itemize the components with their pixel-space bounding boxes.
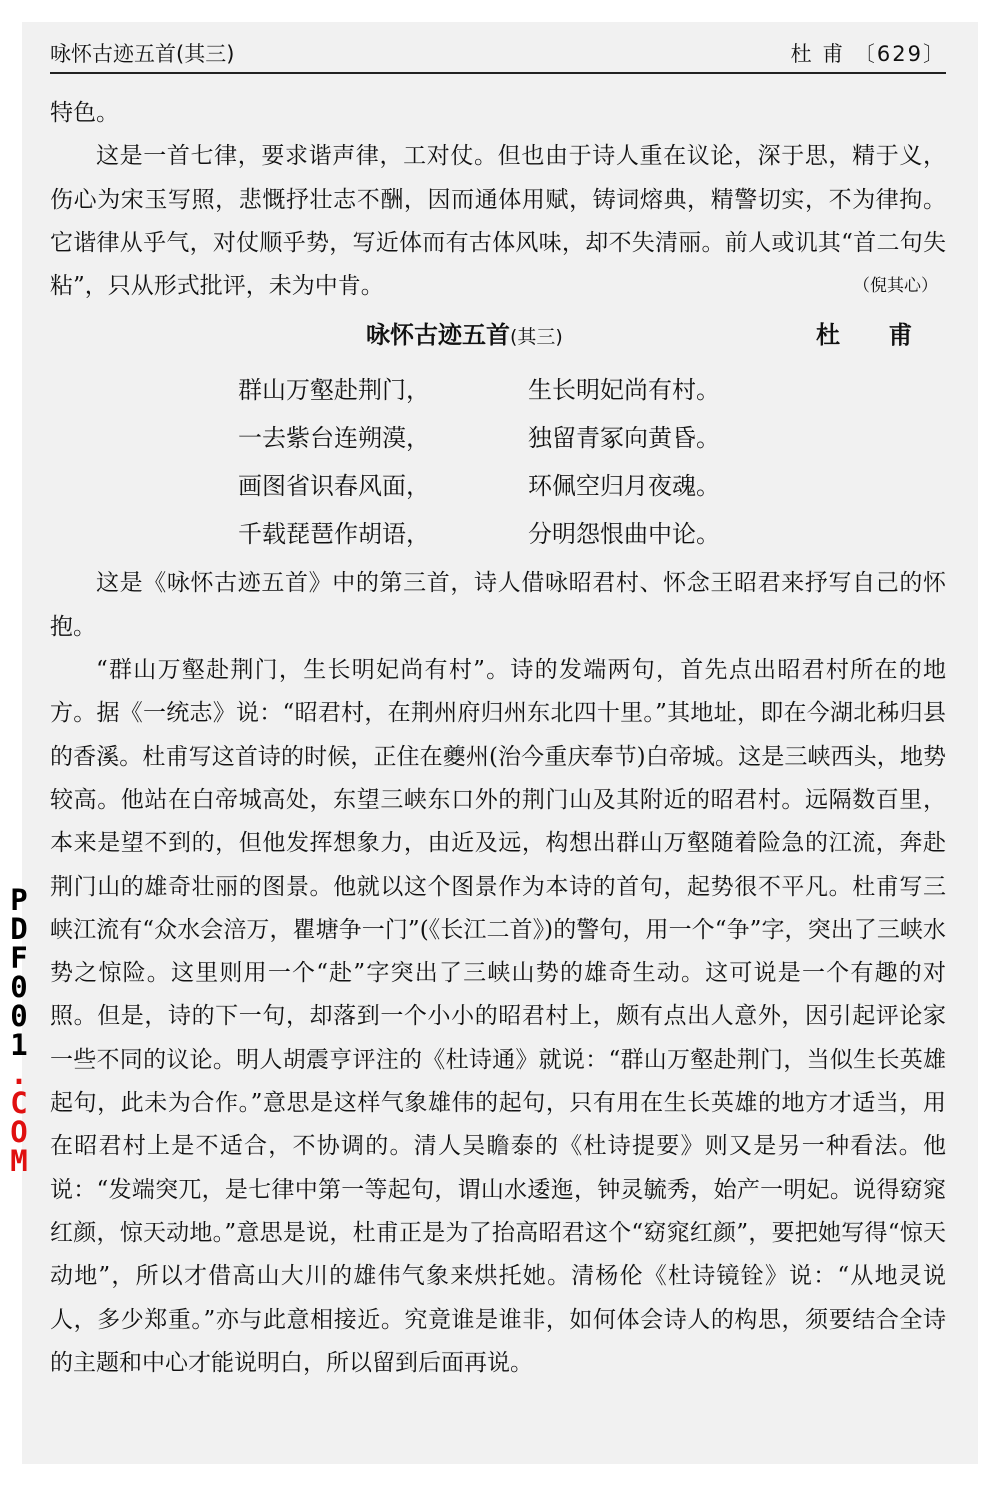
watermark-char: F: [10, 941, 28, 975]
watermark-char: P: [10, 883, 28, 917]
running-head-page: 杜 甫 〔629〕: [790, 42, 946, 66]
watermark-char: 1: [10, 1028, 28, 1062]
intro-author: （倪其心）: [853, 276, 938, 297]
poem-author: 杜 甫: [816, 321, 933, 350]
poem-line-first-half: 一去紫台连朔漠，: [238, 424, 430, 453]
watermark-char: M: [10, 1144, 28, 1178]
poem-line-first-half: 画图省识春风面，: [238, 472, 430, 501]
poem-line: [238, 414, 946, 462]
poem-heading: [50, 308, 946, 366]
intro-paragraph-text: 这是一首七律，要求谐声律，工对仗。但也由于诗人重在议论，深于思，精于义，伤心为宋玉写照，悲慨抒壮志不酬，因而通体用赋，铸词熔典，精警切实，不为律拘。它谐律从乎气，对仗顺乎势，写近体而有古体风味，却不失清丽。前人或讥其“首二句失粘”，只从形式批评，未为中肯。: [50, 143, 946, 300]
book-page: [22, 22, 978, 1464]
running-head-title: 咏怀古迹五首(其三): [50, 42, 235, 66]
poem-line-first-half: 群山万壑赴荆门，: [238, 376, 430, 405]
watermark-char: .: [10, 1057, 28, 1091]
poem-line-first-half: 千载琵琶作胡语，: [238, 520, 430, 549]
poem-title: [366, 314, 563, 359]
watermark-char: 0: [10, 970, 28, 1004]
poem-body: [50, 366, 946, 558]
commentary-paragraph: “群山万壑赴荆门，生长明妃尚有村”。诗的发端两句，首先点出昭君村所在的地方。据《一统志》说：“昭君村，在荆州府归州东北四十里。”其地址，即在今湖北秭归县的香溪。杜甫写这首诗的时候，正住在夔州(治今重庆奉节)白帝城。这是三峡西头，地势较高。他站在白帝城高处，东望三峡东口外的荆门山及其附近的昭君村。远隔数百里，本来是望不到的，但他发挥想象力，由近及远，构想出群山万壑随着险急的江流，奔赴荆门山的雄奇壮丽的图景。他就以这个图景作为本诗的首句，起势很不平凡。杜甫写三峡江流有“众水会涪万，瞿塘争一门”(《长江二首》)的警句，用一个“争”字，突出了三峡水势之惊险。这里则用一个“赴”字突出了三峡山势的雄奇生动。这可说是一个有趣的对照。但是，诗的下一句，却落到一个小小的昭君村上，颇有点出人意外，因引起评论家一些不同的议论。明人胡震亨评注的《杜诗通》就说：“群山万壑赴荆门，当似生长英雄起句，此未为合作。”意思是这样气象雄伟的起句，只有用在生长英雄的地方才适当，用在昭君村上是不适合，不协调的。清人吴瞻泰的《杜诗提要》则又是另一种看法。他说：“发端突兀，是七律中第一等起句，谓山水逶迤，钟灵毓秀，始产一明妃。说得窈窕红颜，惊天动地。”意思是说，杜甫正是为了抬高昭君这个“窈窕红颜”，要把她写得“惊天动地”，所以才借高山大川的雄伟气象来烘托她。清杨伦《杜诗镜铨》说：“从地灵说人，多少郑重。”亦与此意相接近。究竟谁是谁非，如何体会诗人的构思，须要结合全诗的主题和中心才能说明白，所以留到后面再说。: [50, 657, 946, 1376]
poem-line-second-half: 分明怨恨曲中论。: [528, 520, 720, 549]
poem-line-second-half: 独留青冢向黄昏。: [528, 424, 720, 453]
watermark-char: 0: [10, 999, 28, 1033]
poem-title-main: 咏怀古迹五首: [366, 321, 510, 350]
poem-line-second-half: 生长明妃尚有村。: [528, 376, 720, 405]
watermark-char: D: [10, 912, 28, 946]
watermark-black-text: [4, 883, 34, 1062]
poem-title-sub: (其三): [510, 326, 563, 349]
watermark: [4, 883, 34, 1178]
watermark-char: C: [10, 1086, 28, 1120]
poem-line: [238, 462, 946, 510]
watermark-red-text: [4, 1057, 34, 1178]
running-head: [50, 36, 946, 74]
poem-line: [238, 366, 946, 414]
watermark-char: O: [10, 1115, 28, 1149]
intro-tail: 特色。: [50, 100, 119, 126]
poem-line: [238, 510, 946, 558]
poem-line-second-half: 环佩空归月夜魂。: [528, 472, 720, 501]
intro-paragraph: [50, 135, 946, 308]
commentary-paragraph: 这是《咏怀古迹五首》中的第三首，诗人借咏昭君村、怀念王昭君来抒写自己的怀抱。: [50, 570, 946, 640]
page-content: [50, 92, 946, 1385]
